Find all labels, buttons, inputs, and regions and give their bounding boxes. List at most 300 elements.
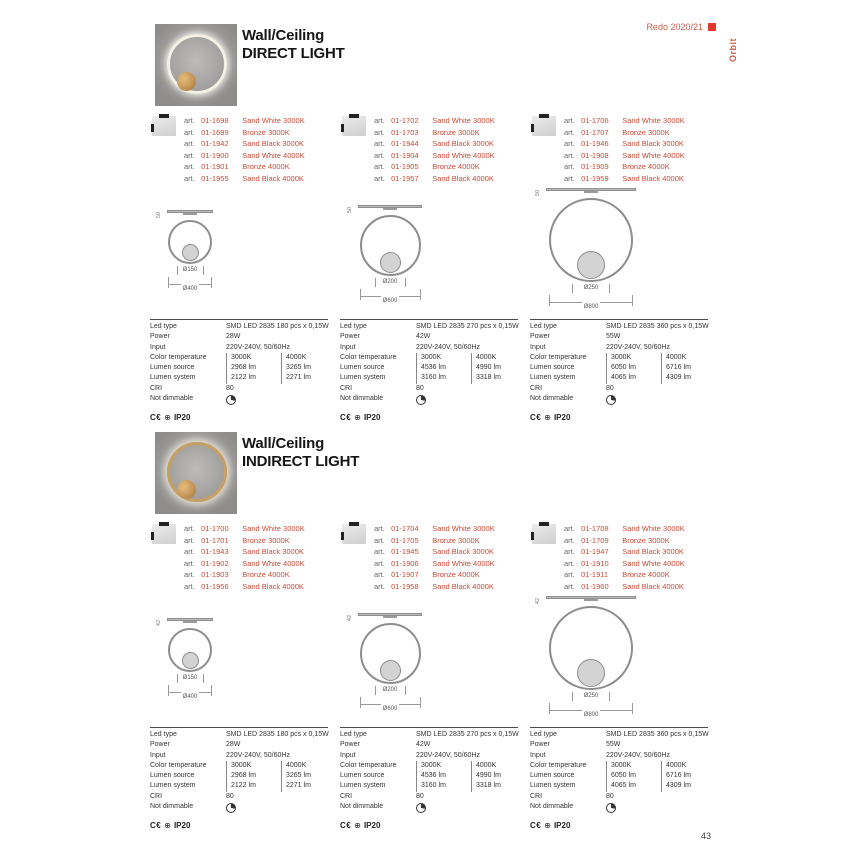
spec-row: [150, 363, 328, 373]
spec-value: SMD LED 2835 270 pcs x 0,15W: [416, 323, 519, 330]
spec-value: 220V-240V, 50/60Hz: [416, 343, 480, 351]
article-row: [564, 138, 712, 150]
spec-label: Led type: [150, 323, 177, 330]
spec-label: Not dimmable: [340, 803, 384, 811]
spec-values: [606, 363, 716, 373]
article-finish: Bronze 4000K: [622, 162, 670, 171]
spec-values: [416, 781, 526, 791]
article-prefix: art.: [564, 524, 575, 533]
spec-values: [226, 761, 336, 771]
article-code: 01-1904: [391, 150, 419, 160]
article-code: 01-1956: [201, 581, 229, 591]
outer-diameter-dimension: [549, 703, 633, 718]
spec-label: Lumen system: [530, 374, 576, 382]
article-finish: Sand Black 3000K: [622, 139, 684, 148]
spec-row: [530, 343, 708, 353]
spec-value: 4309 lm: [661, 781, 716, 791]
spec-value: 220V-240V, 50/60Hz: [226, 751, 290, 759]
article-finish: Sand White 3000K: [242, 524, 305, 533]
ce-mark: C€: [150, 413, 162, 423]
spec-row: [530, 771, 708, 781]
spec-label: Not dimmable: [340, 395, 384, 403]
spec-values: [226, 751, 328, 761]
spec-label: Led type: [530, 323, 557, 330]
mount-nub-drawing: [383, 208, 397, 210]
article-finish: Sand White 4000K: [622, 558, 685, 568]
certifications: [530, 413, 712, 422]
article-finish: Sand Black 3000K: [622, 547, 684, 556]
article-prefix: art.: [564, 535, 575, 545]
article-row: [564, 161, 712, 173]
spec-value: 55W: [606, 333, 621, 341]
spec-value: SMD LED 2835 360 pcs x 0,15W: [606, 323, 709, 330]
article-finish: Sand White 4000K: [242, 150, 305, 160]
outer-diameter-label: Ø600: [381, 704, 400, 715]
spec-values: [606, 353, 716, 363]
inner-disc-drawing: [380, 660, 401, 681]
package-box-icon: [152, 116, 176, 136]
spec-values: [416, 322, 519, 332]
spec-label: Power: [340, 333, 360, 341]
spec-label: Lumen system: [340, 374, 386, 382]
globe-icon: ⊕: [164, 821, 171, 831]
inner-diameter-label: Ø200: [375, 278, 406, 287]
article-prefix: art.: [184, 173, 195, 183]
ip-rating: IP20: [173, 821, 191, 831]
spec-values: [226, 373, 336, 383]
article-row: [184, 569, 332, 581]
article-row: [374, 150, 522, 162]
mount-nub-drawing: [584, 599, 598, 601]
spec-row: [150, 751, 328, 761]
article-prefix: art.: [184, 558, 195, 568]
spec-row: [150, 740, 328, 750]
dimension-diagram: [150, 603, 332, 715]
spec-value: 3318 lm: [471, 781, 526, 791]
article-row: [184, 523, 332, 535]
spec-table: [150, 319, 328, 405]
spec-values: [416, 363, 526, 373]
spec-label: Power: [150, 333, 170, 341]
mount-nub-drawing: [383, 616, 397, 618]
article-row: [374, 127, 522, 139]
spec-value: 6716 lm: [661, 363, 716, 373]
spec-label: Not dimmable: [530, 803, 574, 811]
article-prefix: art.: [184, 535, 195, 545]
ip-rating: IP20: [363, 821, 381, 831]
article-code: 01-1947: [581, 547, 609, 556]
article-prefix: art.: [564, 127, 575, 137]
article-finish: Sand Black 4000K: [432, 173, 494, 183]
spec-value: 3265 lm: [281, 771, 336, 781]
ce-mark: C€: [530, 413, 542, 423]
inner-diameter-label: Ø250: [572, 692, 610, 701]
article-code: 01-1901: [201, 162, 229, 171]
article-code: 01-1908: [581, 150, 609, 160]
spec-label: Input: [340, 343, 356, 351]
article-code: 01-1960: [581, 581, 609, 591]
brand-square-icon: [708, 23, 716, 31]
spec-value: 2122 lm: [226, 781, 281, 791]
inner-disc-drawing: [380, 252, 401, 273]
spec-label: CRI: [150, 384, 163, 392]
dimension-diagram: [340, 195, 522, 307]
article-finish: Bronze 4000K: [242, 162, 290, 171]
spec-row: [150, 343, 328, 353]
ip-rating: IP20: [363, 413, 381, 423]
spec-label: Lumen system: [150, 374, 196, 382]
certifications: [150, 821, 332, 830]
spec-label: Power: [530, 741, 550, 749]
spec-values: [606, 771, 716, 781]
outer-diameter-dimension: [168, 277, 212, 292]
article-row: [374, 138, 522, 150]
article-prefix: art.: [374, 535, 385, 545]
article-prefix: art.: [184, 139, 195, 148]
spec-values: [416, 761, 526, 771]
spec-label: Led type: [340, 323, 367, 330]
ip-rating: IP20: [553, 413, 571, 423]
spec-row: [530, 332, 708, 342]
article-code: 01-1698: [201, 116, 229, 125]
spec-table: [150, 727, 328, 813]
article-prefix: art.: [374, 581, 385, 591]
spec-value: 4000K: [471, 353, 526, 363]
not-dimmable-icon: [226, 803, 236, 813]
mount-nub-drawing: [183, 213, 197, 215]
article-finish: Bronze 4000K: [242, 570, 290, 579]
spec-value: 3000K: [226, 353, 281, 363]
outer-diameter-dimension: [549, 295, 633, 310]
article-finish: Sand White 4000K: [432, 150, 495, 160]
article-list: [340, 523, 522, 592]
article-finish: Sand White 3000K: [432, 116, 495, 125]
article-prefix: art.: [374, 173, 385, 183]
spec-values: [606, 343, 708, 353]
height-dimension-label: 42: [535, 597, 541, 605]
article-list: [150, 115, 332, 184]
article-code: 01-1959: [581, 173, 609, 183]
outer-diameter-label: Ø600: [381, 296, 400, 307]
product-variant-column: [530, 523, 712, 830]
spec-value: 4000K: [281, 353, 336, 363]
article-rows: [184, 523, 332, 592]
spec-values: [416, 353, 526, 363]
mount-nub-drawing: [183, 621, 197, 623]
article-finish: Bronze 3000K: [432, 535, 480, 545]
certifications: [530, 821, 712, 830]
spec-label: Input: [530, 343, 546, 351]
spec-label: Not dimmable: [150, 803, 194, 811]
article-row: [184, 173, 332, 185]
article-row: [374, 173, 522, 185]
spec-label: Color temperature: [340, 353, 397, 361]
gold-disc-icon: [177, 480, 196, 499]
article-rows: [564, 115, 712, 184]
spec-table: [340, 727, 518, 813]
article-finish: Sand Black 3000K: [242, 139, 304, 148]
spec-values: [226, 384, 328, 394]
spec-value: 3265 lm: [281, 363, 336, 373]
not-dimmable-icon: [226, 395, 236, 405]
spec-label: CRI: [530, 792, 543, 800]
section-title-line2: INDIRECT LIGHT: [242, 453, 360, 470]
spec-row: [530, 730, 708, 740]
spec-value: 4000K: [661, 761, 716, 771]
spec-value: 3000K: [416, 761, 471, 771]
article-prefix: art.: [184, 524, 195, 533]
spec-value: 3160 lm: [416, 781, 471, 791]
spec-row: [340, 751, 518, 761]
article-finish: Sand White 3000K: [622, 116, 685, 125]
spec-row: [340, 322, 518, 332]
spec-row: [340, 373, 518, 383]
section-title: [242, 27, 345, 63]
product-variant-column: [340, 115, 522, 422]
spec-value: 55W: [606, 741, 621, 749]
spec-row: [340, 802, 518, 813]
article-code: 01-1946: [581, 139, 609, 148]
product-variant-column: [530, 115, 712, 422]
spec-value: SMD LED 2835 180 pcs x 0,15W: [226, 323, 329, 330]
spec-row: [150, 730, 328, 740]
article-row: [564, 150, 712, 162]
spec-value: 220V-240V, 50/60Hz: [226, 343, 290, 351]
spec-label: Color temperature: [530, 761, 587, 769]
not-dimmable-icon: [416, 395, 426, 405]
article-row: [374, 581, 522, 593]
article-row: [184, 558, 332, 570]
article-list: [150, 523, 332, 592]
ring-light-icon: [167, 34, 227, 94]
article-row: [564, 173, 712, 185]
spec-value: 2968 lm: [226, 771, 281, 781]
spec-values: [226, 802, 328, 813]
article-code: 01-1707: [581, 127, 609, 137]
article-list: [530, 115, 712, 184]
article-code: 01-1957: [391, 173, 419, 183]
certifications: [340, 821, 522, 830]
spec-values: [606, 761, 716, 771]
spec-row: [340, 792, 518, 802]
spec-value: 28W: [226, 741, 241, 749]
article-code: 01-1942: [201, 139, 229, 148]
spec-row: [150, 771, 328, 781]
article-code: 01-1909: [581, 162, 609, 171]
spec-row: [150, 322, 328, 332]
columns: [150, 523, 712, 830]
catalog-edition: [646, 22, 716, 32]
spec-values: [606, 332, 708, 342]
outer-diameter-dimension: [360, 697, 421, 712]
article-finish: Bronze 3000K: [622, 535, 670, 545]
spec-value: SMD LED 2835 360 pcs x 0,15W: [606, 731, 709, 738]
article-row: [184, 138, 332, 150]
page-number: 43: [701, 831, 712, 841]
article-prefix: art.: [564, 150, 575, 160]
article-finish: Sand White 3000K: [622, 524, 685, 533]
article-finish: Sand Black 3000K: [432, 139, 494, 148]
article-row: [564, 523, 712, 535]
spec-value: 3000K: [416, 353, 471, 363]
outer-diameter-dimension: [360, 289, 421, 304]
spec-row: [340, 761, 518, 771]
package-box-icon: [532, 524, 556, 544]
article-row: [184, 115, 332, 127]
article-code: 01-1943: [201, 547, 229, 556]
article-finish: Sand White 4000K: [242, 558, 305, 568]
spec-value: 2271 lm: [281, 781, 336, 791]
article-finish: Sand White 3000K: [242, 116, 305, 125]
spec-value: 3000K: [226, 761, 281, 771]
catalog-edition-label: Redo 2020/21: [646, 22, 703, 32]
dimension-diagram: [340, 603, 522, 715]
article-prefix: art.: [564, 162, 575, 171]
article-prefix: art.: [374, 127, 385, 137]
globe-icon: ⊕: [354, 821, 361, 831]
article-prefix: art.: [184, 570, 195, 579]
outer-diameter-label: Ø400: [181, 692, 200, 703]
inner-disc-drawing: [577, 251, 605, 279]
spec-label: Led type: [150, 731, 177, 738]
spec-row: [340, 343, 518, 353]
article-row: [374, 546, 522, 558]
article-code: 01-1708: [581, 524, 609, 533]
article-prefix: art.: [374, 150, 385, 160]
outer-diameter-dimension: [168, 685, 212, 700]
spec-row: [530, 373, 708, 383]
article-row: [184, 127, 332, 139]
spec-value: 80: [416, 384, 424, 392]
spec-value: 2122 lm: [226, 373, 281, 383]
article-row: [184, 581, 332, 593]
spec-values: [416, 730, 519, 740]
article-prefix: art.: [184, 150, 195, 160]
article-finish: Bronze 4000K: [432, 162, 480, 171]
inner-disc-drawing: [577, 659, 605, 687]
article-finish: Bronze 4000K: [432, 570, 480, 579]
spec-table: [530, 727, 708, 813]
product-variant-column: [340, 523, 522, 830]
spec-value: 4065 lm: [606, 373, 661, 383]
spec-row: [340, 781, 518, 791]
spec-value: 220V-240V, 50/60Hz: [606, 751, 670, 759]
spec-row: [530, 322, 708, 332]
article-code: 01-1958: [391, 581, 419, 591]
article-rows: [374, 115, 522, 184]
height-dimension-label: 50: [347, 206, 353, 214]
spec-values: [226, 332, 328, 342]
article-rows: [564, 523, 712, 592]
article-row: [374, 115, 522, 127]
article-list: [530, 523, 712, 592]
spec-label: Color temperature: [150, 761, 207, 769]
certifications: [340, 413, 522, 422]
package-box-icon: [342, 116, 366, 136]
spec-value: 80: [416, 792, 424, 800]
spec-values: [606, 751, 708, 761]
inner-diameter-label: Ø200: [375, 686, 406, 695]
article-prefix: art.: [184, 581, 195, 591]
spec-values: [606, 394, 708, 405]
spec-row: [340, 394, 518, 405]
spec-value: 3318 lm: [471, 373, 526, 383]
spec-values: [416, 394, 518, 405]
spec-values: [606, 730, 709, 740]
article-prefix: art.: [374, 547, 385, 556]
article-row: [184, 161, 332, 173]
spec-label: CRI: [150, 792, 163, 800]
article-code: 01-1699: [201, 127, 229, 137]
article-row: [564, 535, 712, 547]
article-code: 01-1945: [391, 547, 419, 556]
spec-values: [226, 394, 328, 405]
ce-mark: C€: [530, 821, 542, 831]
spec-value: 3160 lm: [416, 373, 471, 383]
article-finish: Sand Black 3000K: [242, 547, 304, 556]
spec-values: [226, 343, 328, 353]
spec-values: [606, 373, 716, 383]
spec-values: [226, 740, 328, 750]
spec-label: Lumen source: [150, 364, 195, 372]
spec-value: 80: [226, 792, 234, 800]
spec-label: Input: [150, 343, 166, 351]
spec-values: [416, 740, 518, 750]
article-prefix: art.: [564, 547, 575, 556]
article-row: [564, 127, 712, 139]
ring-light-icon: [167, 442, 227, 502]
spec-row: [340, 384, 518, 394]
article-prefix: art.: [374, 162, 385, 171]
article-prefix: art.: [184, 127, 195, 137]
spec-row: [530, 740, 708, 750]
inner-diameter-label: Ø250: [572, 284, 610, 293]
ce-mark: C€: [150, 821, 162, 831]
spec-values: [606, 384, 708, 394]
spec-row: [150, 792, 328, 802]
article-code: 01-1905: [391, 162, 419, 171]
article-finish: Sand White 4000K: [432, 558, 495, 568]
gold-disc-icon: [177, 72, 196, 91]
spec-label: Power: [340, 741, 360, 749]
spec-value: 2968 lm: [226, 363, 281, 373]
spec-values: [606, 781, 716, 791]
spec-table: [340, 319, 518, 405]
article-row: [374, 569, 522, 581]
article-prefix: art.: [374, 139, 385, 148]
spec-value: 28W: [226, 333, 241, 341]
article-code: 01-1900: [201, 150, 229, 160]
spec-value: SMD LED 2835 270 pcs x 0,15W: [416, 731, 519, 738]
spec-value: 3000K: [606, 761, 661, 771]
article-row: [184, 150, 332, 162]
article-prefix: art.: [564, 570, 575, 579]
spec-label: Not dimmable: [530, 395, 574, 403]
article-row: [564, 546, 712, 558]
spec-row: [340, 353, 518, 363]
height-dimension-label: 42: [156, 619, 162, 627]
spec-label: CRI: [340, 792, 353, 800]
globe-icon: ⊕: [544, 413, 551, 423]
article-finish: Sand White 4000K: [622, 150, 685, 160]
not-dimmable-icon: [416, 803, 426, 813]
spec-row: [340, 730, 518, 740]
article-code: 01-1902: [201, 558, 229, 568]
article-list: [340, 115, 522, 184]
spec-row: [530, 353, 708, 363]
outer-diameter-label: Ø800: [582, 710, 601, 721]
article-finish: Sand Black 4000K: [242, 581, 304, 591]
